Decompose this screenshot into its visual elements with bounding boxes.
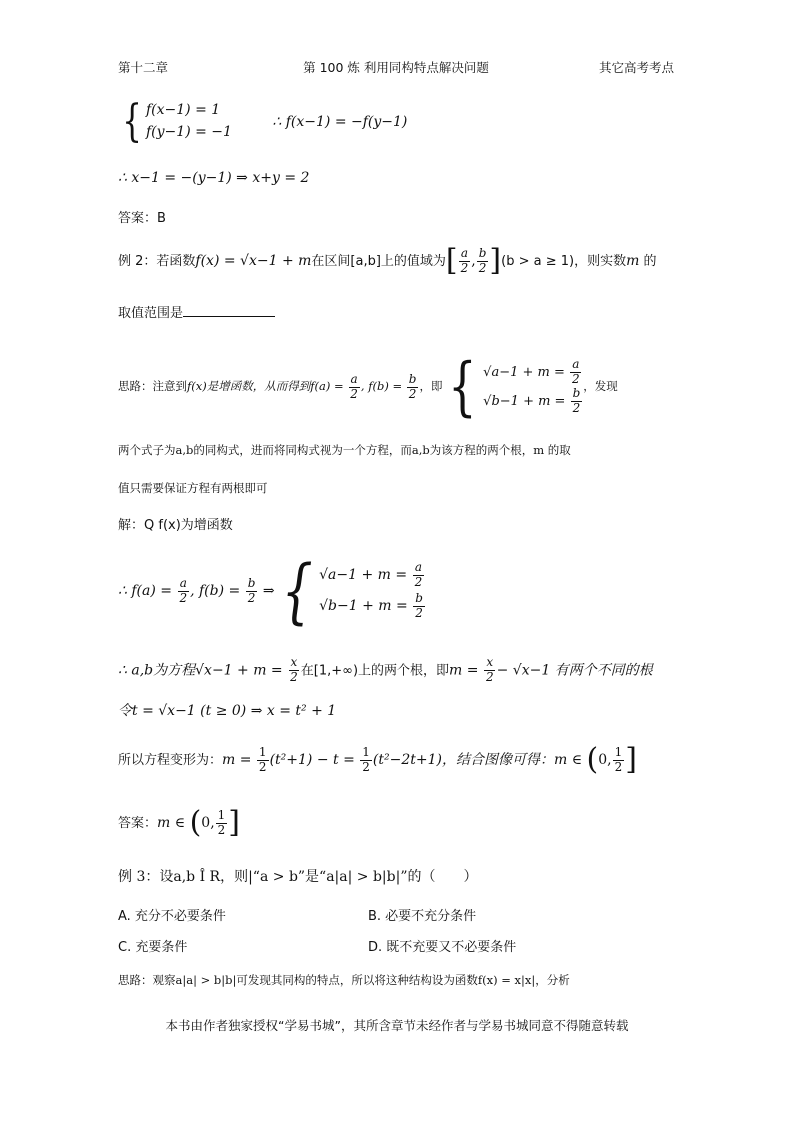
solution-line-1: 解：Q f(x)为增函数 xyxy=(118,518,233,533)
option-c[interactable]: C. 充要条件 xyxy=(118,940,188,955)
example-3: 例 3：设a,b Î R，则|“a > b”是“a|a| > b|b|”的（ ） xyxy=(118,869,478,885)
system-1-eq-a: f(x−1) = 1 xyxy=(146,102,221,119)
solution-system: ∴ f(a) = $\frac{a}{2}$ , f(b) = $\frac{b}{2}$ ⇒{ √a−1 + m = $\frac{a}{2}$ √b−1 + m = $\frac{b}{2}$ xyxy=(118,550,423,632)
example-2-line-2: 取值范围是 xyxy=(118,302,275,321)
think-line-2: 两个式子为a,b的同构式，进而将同构式视为一个方程，而a,b为该方程的两个根，m 的取 xyxy=(118,443,571,457)
transform-line: 所以方程变形为：m = $\frac{1}{2}$ (t²+1) − t = $\frac{1}{2}$ (t²−2t+1)，结合图像可得：m ∈ (0, $\frac{1}{2}$ ] xyxy=(118,742,637,777)
answer-2: 答案：m ∈ (0, $\frac{1}{2}$ ] xyxy=(118,805,241,840)
chapter-label: 第十二章 xyxy=(118,60,169,75)
think-line-1: 思路：注意到f(x)是增函数，从而得到f(a) = $\frac{a}{2}$ , f(b) = $\frac{b}{2}$ ，即{ √a−1 + m = $\frac{a}{2}$ √b−1 + m = $\frac{b}{2}$ ，发现 xyxy=(118,350,618,424)
option-d[interactable]: D. 既不充要又不必要条件 xyxy=(368,940,517,955)
think-3: 思路：观察a|a| > b|b|可发现其同构的特点，所以将这种结构设为函数f(x) = x|x|，分析 xyxy=(118,973,570,987)
option-a[interactable]: A. 充分不必要条件 xyxy=(118,909,226,924)
system-1-conclusion: ∴ f(x−1) = −f(y−1) xyxy=(272,114,408,130)
option-b[interactable]: B. 必要不充分条件 xyxy=(368,909,477,924)
page-header xyxy=(118,58,674,80)
answer-blank xyxy=(183,304,275,317)
conclusion-1: ∴ x−1 = −(y−1) ⇒ x+y = 2 xyxy=(118,170,310,186)
left-brace: { xyxy=(122,96,142,147)
page-title: 第 100 炼 利用同构特点解决问题 xyxy=(303,60,489,75)
page-footer: 本书由作者独家授权“学易书城”，其所含章节未经作者与学易书城同意不得随意转载 xyxy=(165,1018,629,1033)
example-2-line-1: 例 2：若函数f(x) = √x−1 + m在区间[a,b]上的值域为[ $\frac{a}{2}$ , $\frac{b}{2}$ ](b > a ≥ 1)，则实数m 的 xyxy=(118,243,657,278)
section-label: 其它高考考点 xyxy=(598,60,674,75)
header-divider xyxy=(118,79,674,80)
system-1-eq-b: f(y−1) = −1 xyxy=(146,124,232,140)
system-1 xyxy=(118,96,408,147)
roots-line: ∴ a,b为方程√x−1 + m = $\frac{x}{2}$ 在[1,+∞)上的两个根，即m = $\frac{x}{2}$ − √x−1 有两个不同的根 xyxy=(118,655,653,684)
substitution-line: 令t = √x−1 (t ≥ 0) ⇒ x = t² + 1 xyxy=(118,703,337,719)
answer-1: 答案：B xyxy=(118,211,166,226)
think-line-3: 值只需要保证方程有两根即可 xyxy=(118,481,268,495)
